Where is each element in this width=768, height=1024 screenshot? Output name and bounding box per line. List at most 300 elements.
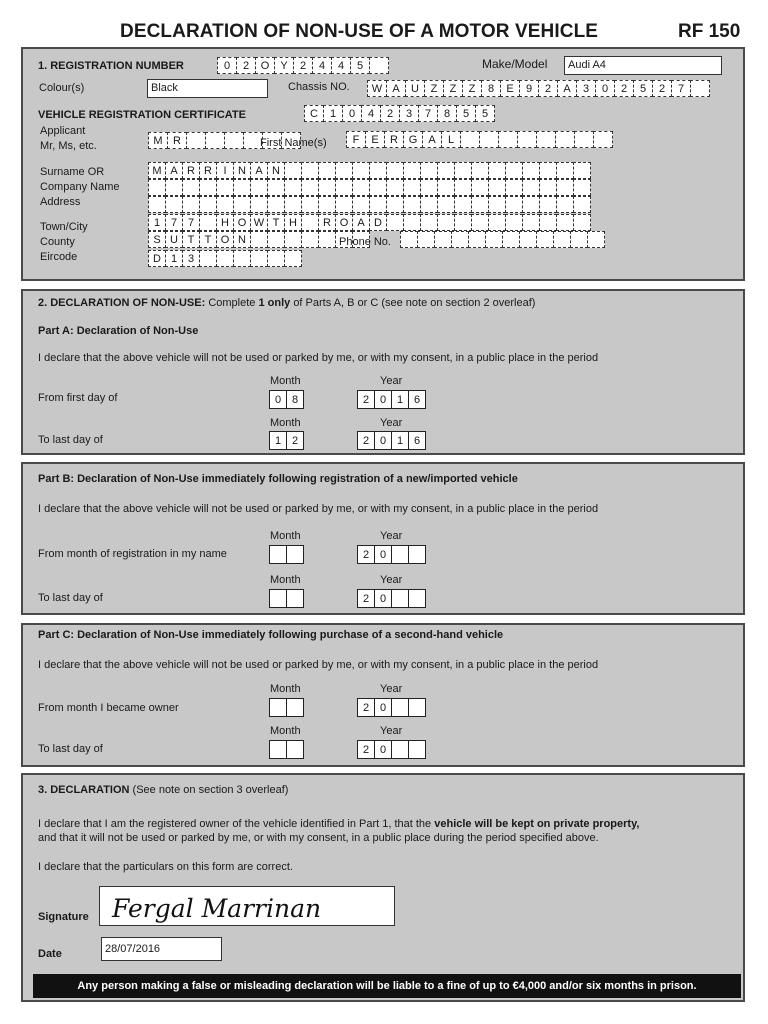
char-cell[interactable]: 2 xyxy=(538,80,558,97)
char-cell[interactable] xyxy=(454,179,472,196)
char-cell[interactable] xyxy=(165,196,183,213)
address-label: Address xyxy=(40,196,81,208)
section-3-para1-line1 xyxy=(38,818,639,830)
char-cell[interactable]: 5 xyxy=(633,80,653,97)
char-cell[interactable] xyxy=(403,162,421,179)
char-cell[interactable] xyxy=(369,179,387,196)
char-cell[interactable] xyxy=(488,162,506,179)
part-b-year-label-1: Year xyxy=(380,530,403,542)
char-cell[interactable] xyxy=(199,196,217,213)
char-cell[interactable]: 5 xyxy=(456,105,476,122)
char-cell[interactable]: 4 xyxy=(361,105,381,122)
char-cell[interactable] xyxy=(267,250,285,267)
char-cell[interactable] xyxy=(570,231,588,248)
char-cell[interactable]: A xyxy=(386,80,406,97)
char-cell[interactable]: 3 xyxy=(576,80,596,97)
char-cell[interactable] xyxy=(573,214,591,231)
char-cell[interactable] xyxy=(352,162,370,179)
section-2-heading-only: 1 only xyxy=(258,297,291,309)
char-cell[interactable]: 6 xyxy=(408,431,426,450)
phone-grid[interactable] xyxy=(400,231,604,248)
phone-label: Phone No. xyxy=(339,236,391,248)
char-cell[interactable] xyxy=(391,589,409,608)
char-cell[interactable] xyxy=(468,231,486,248)
char-cell[interactable]: 1 xyxy=(148,214,166,231)
part-b-month-label-2: Month xyxy=(270,574,301,586)
char-cell[interactable]: O xyxy=(255,57,275,74)
char-cell[interactable] xyxy=(460,131,480,148)
char-cell[interactable]: G xyxy=(403,131,423,148)
char-cell[interactable]: I xyxy=(216,162,234,179)
char-cell[interactable] xyxy=(250,179,268,196)
char-cell[interactable] xyxy=(269,740,287,759)
part-a-to-year[interactable] xyxy=(357,431,425,450)
char-cell[interactable] xyxy=(286,545,304,564)
signature-label: Signature xyxy=(38,911,89,923)
char-cell[interactable] xyxy=(471,196,489,213)
part-b-from-year[interactable] xyxy=(357,545,425,564)
char-cell[interactable] xyxy=(182,179,200,196)
section-3-heading xyxy=(38,784,288,796)
char-cell[interactable]: 1 xyxy=(391,390,409,409)
char-cell[interactable] xyxy=(318,162,336,179)
char-cell[interactable] xyxy=(403,179,421,196)
char-cell[interactable]: U xyxy=(165,231,183,248)
char-cell[interactable] xyxy=(539,162,557,179)
part-a-from-month[interactable] xyxy=(269,390,303,409)
char-cell[interactable]: O xyxy=(335,214,353,231)
char-cell[interactable] xyxy=(284,162,302,179)
part-a-to-label: To last day of xyxy=(38,434,103,446)
char-cell[interactable] xyxy=(165,179,183,196)
part-c-month-label-2: Month xyxy=(270,725,301,737)
section-3-para1-line2: and that it will not be used or parked by me, or with my consent, in a public place during the period specified above. xyxy=(38,832,599,844)
char-cell[interactable]: W xyxy=(250,214,268,231)
char-cell[interactable]: A xyxy=(165,162,183,179)
char-cell[interactable] xyxy=(286,589,304,608)
part-c-month-label-1: Month xyxy=(270,683,301,695)
char-cell[interactable]: 2 xyxy=(357,589,375,608)
part-a-from-year[interactable] xyxy=(357,390,425,409)
char-cell[interactable] xyxy=(485,231,503,248)
char-cell[interactable] xyxy=(536,231,554,248)
char-cell[interactable]: N xyxy=(267,162,285,179)
char-cell[interactable] xyxy=(148,179,166,196)
char-cell[interactable]: 2 xyxy=(357,431,375,450)
char-cell[interactable] xyxy=(505,214,523,231)
char-cell[interactable] xyxy=(284,231,302,248)
address-row-1-grid[interactable] xyxy=(148,179,590,196)
part-c-to-label: To last day of xyxy=(38,743,103,755)
char-cell[interactable] xyxy=(369,196,387,213)
section-3-heading-note: (See note on section 3 overleaf) xyxy=(132,784,289,796)
part-c-to-year[interactable] xyxy=(357,740,425,759)
char-cell[interactable] xyxy=(437,214,455,231)
char-cell[interactable]: C xyxy=(304,105,324,122)
char-cell[interactable] xyxy=(573,179,591,196)
signature-field[interactable] xyxy=(99,886,395,926)
address-row-2-grid[interactable] xyxy=(148,196,590,213)
char-cell[interactable] xyxy=(556,179,574,196)
char-cell[interactable] xyxy=(267,179,285,196)
make-model-label: Make/Model xyxy=(482,57,548,71)
date-field[interactable]: 28/07/2016 xyxy=(101,937,222,961)
char-cell[interactable] xyxy=(301,162,319,179)
char-cell[interactable] xyxy=(391,698,409,717)
char-cell[interactable]: 7 xyxy=(182,214,200,231)
char-cell[interactable]: 2 xyxy=(614,80,634,97)
char-cell[interactable] xyxy=(574,131,594,148)
char-cell[interactable] xyxy=(437,196,455,213)
registration-number-grid[interactable] xyxy=(217,57,388,74)
char-cell[interactable] xyxy=(471,162,489,179)
char-cell[interactable]: 7 xyxy=(418,105,438,122)
char-cell[interactable] xyxy=(391,545,409,564)
form-title: DECLARATION OF NON-USE OF A MOTOR VEHICLE xyxy=(120,21,599,42)
part-a-year-label-2: Year xyxy=(380,417,403,429)
section-2-heading-text-1: Complete xyxy=(208,297,256,309)
char-cell[interactable]: 4 xyxy=(312,57,332,74)
part-c-from-month[interactable] xyxy=(269,698,303,717)
char-cell[interactable] xyxy=(250,250,268,267)
char-cell[interactable]: 4 xyxy=(331,57,351,74)
char-cell[interactable] xyxy=(488,214,506,231)
section-3-para1-text: I declare that I am the registered owner of the vehicle identified in Part 1, that the xyxy=(38,818,432,830)
char-cell[interactable] xyxy=(335,162,353,179)
char-cell[interactable] xyxy=(505,196,523,213)
surname-grid[interactable] xyxy=(148,162,590,179)
char-cell[interactable]: 0 xyxy=(374,740,392,759)
char-cell[interactable] xyxy=(386,214,404,231)
char-cell[interactable] xyxy=(408,589,426,608)
char-cell[interactable] xyxy=(522,162,540,179)
char-cell[interactable]: 3 xyxy=(182,250,200,267)
char-cell[interactable] xyxy=(386,179,404,196)
char-cell[interactable]: A xyxy=(250,162,268,179)
char-cell[interactable]: 2 xyxy=(236,57,256,74)
char-cell[interactable]: 1 xyxy=(391,431,409,450)
char-cell[interactable] xyxy=(335,179,353,196)
char-cell[interactable]: D xyxy=(369,214,387,231)
char-cell[interactable]: R xyxy=(384,131,404,148)
make-model-field[interactable]: Audi A4 xyxy=(564,56,722,75)
char-cell[interactable] xyxy=(556,162,574,179)
colour-label: Colour(s) xyxy=(39,82,85,94)
svg-text:Fergal Marrinan: Fergal Marrinan xyxy=(112,894,322,923)
char-cell[interactable] xyxy=(556,196,574,213)
date-label: Date xyxy=(38,948,62,960)
char-cell[interactable]: H xyxy=(284,214,302,231)
char-cell[interactable] xyxy=(522,196,540,213)
char-cell[interactable] xyxy=(539,179,557,196)
char-cell[interactable]: S xyxy=(148,231,166,248)
char-cell[interactable]: T xyxy=(199,231,217,248)
char-cell[interactable]: 2 xyxy=(357,545,375,564)
county-grid[interactable] xyxy=(148,231,369,248)
surname-label: Surname OR xyxy=(40,166,105,178)
char-cell[interactable] xyxy=(318,179,336,196)
char-cell[interactable]: T xyxy=(267,214,285,231)
char-cell[interactable] xyxy=(284,179,302,196)
char-cell[interactable] xyxy=(454,196,472,213)
first-name-grid[interactable] xyxy=(346,131,612,148)
town-grid[interactable] xyxy=(148,214,590,231)
char-cell[interactable]: N xyxy=(233,231,251,248)
char-cell[interactable]: 2 xyxy=(357,740,375,759)
char-cell[interactable]: 0 xyxy=(269,390,287,409)
char-cell[interactable]: 0 xyxy=(595,80,615,97)
char-cell[interactable] xyxy=(539,214,557,231)
char-cell[interactable] xyxy=(301,214,319,231)
char-cell[interactable] xyxy=(335,196,353,213)
char-cell[interactable] xyxy=(318,196,336,213)
char-cell[interactable]: 2 xyxy=(380,105,400,122)
char-cell[interactable] xyxy=(369,57,389,74)
company-name-label: Company Name xyxy=(40,181,120,193)
part-c-to-month[interactable] xyxy=(269,740,303,759)
char-cell[interactable] xyxy=(434,231,452,248)
char-cell[interactable]: 2 xyxy=(652,80,672,97)
char-cell[interactable] xyxy=(471,214,489,231)
part-b-to-label: To last day of xyxy=(38,592,103,604)
char-cell[interactable]: 0 xyxy=(374,390,392,409)
char-cell[interactable]: 0 xyxy=(374,698,392,717)
char-cell[interactable] xyxy=(505,162,523,179)
char-cell[interactable] xyxy=(250,231,268,248)
char-cell[interactable]: 1 xyxy=(165,250,183,267)
char-cell[interactable] xyxy=(408,698,426,717)
char-cell[interactable] xyxy=(454,214,472,231)
char-cell[interactable] xyxy=(403,214,421,231)
part-b-to-year[interactable] xyxy=(357,589,425,608)
char-cell[interactable]: D xyxy=(148,250,166,267)
char-cell[interactable] xyxy=(269,545,287,564)
char-cell[interactable]: 5 xyxy=(475,105,495,122)
char-cell[interactable]: 6 xyxy=(408,390,426,409)
char-cell[interactable] xyxy=(451,231,469,248)
char-cell[interactable]: 2 xyxy=(357,698,375,717)
char-cell[interactable] xyxy=(386,162,404,179)
char-cell[interactable]: F xyxy=(346,131,366,148)
char-cell[interactable] xyxy=(391,740,409,759)
char-cell[interactable]: E xyxy=(500,80,520,97)
char-cell[interactable] xyxy=(386,196,404,213)
char-cell[interactable] xyxy=(502,231,520,248)
part-b-from-month[interactable] xyxy=(269,545,303,564)
char-cell[interactable] xyxy=(408,545,426,564)
char-cell[interactable]: O xyxy=(233,214,251,231)
char-cell[interactable] xyxy=(233,196,251,213)
char-cell[interactable]: A xyxy=(422,131,442,148)
char-cell[interactable]: 2 xyxy=(357,390,375,409)
char-cell[interactable] xyxy=(199,179,217,196)
char-cell[interactable]: R xyxy=(167,132,187,149)
char-cell[interactable]: 2 xyxy=(293,57,313,74)
char-cell[interactable] xyxy=(587,231,605,248)
char-cell[interactable] xyxy=(408,740,426,759)
char-cell[interactable] xyxy=(519,231,537,248)
char-cell[interactable] xyxy=(553,231,571,248)
char-cell[interactable]: R xyxy=(318,214,336,231)
char-cell[interactable] xyxy=(573,162,591,179)
char-cell[interactable]: 8 xyxy=(437,105,457,122)
char-cell[interactable] xyxy=(352,179,370,196)
char-cell[interactable]: Z xyxy=(424,80,444,97)
char-cell[interactable] xyxy=(301,179,319,196)
char-cell[interactable]: U xyxy=(405,80,425,97)
char-cell[interactable] xyxy=(400,231,418,248)
char-cell[interactable] xyxy=(471,179,489,196)
char-cell[interactable] xyxy=(505,179,523,196)
char-cell[interactable]: M xyxy=(148,132,168,149)
char-cell[interactable] xyxy=(216,250,234,267)
part-c-declare-text: I declare that the above vehicle will not be used or parked by me, or with my consent, in a public place in the period xyxy=(38,659,599,671)
vehicle-reg-cert-grid[interactable] xyxy=(304,105,494,122)
part-a-from-label: From first day of xyxy=(38,392,118,404)
section-3-heading-bold: 3. DECLARATION xyxy=(38,784,130,796)
char-cell[interactable] xyxy=(536,131,556,148)
char-cell[interactable]: W xyxy=(367,80,387,97)
char-cell[interactable] xyxy=(690,80,710,97)
char-cell[interactable] xyxy=(488,196,506,213)
char-cell[interactable]: 7 xyxy=(165,214,183,231)
part-c-from-year[interactable] xyxy=(357,698,425,717)
char-cell[interactable] xyxy=(301,231,319,248)
char-cell[interactable] xyxy=(593,131,613,148)
char-cell[interactable]: 1 xyxy=(323,105,343,122)
section-3-para1-bold: vehicle will be kept on private property, xyxy=(434,818,640,830)
chassis-number-grid[interactable] xyxy=(367,80,709,97)
char-cell[interactable]: 8 xyxy=(481,80,501,97)
eircode-label: Eircode xyxy=(40,251,78,263)
char-cell[interactable]: 0 xyxy=(342,105,362,122)
eircode-grid[interactable] xyxy=(148,250,301,267)
char-cell[interactable]: Z xyxy=(443,80,463,97)
char-cell[interactable] xyxy=(437,179,455,196)
char-cell[interactable] xyxy=(517,131,537,148)
county-label: County xyxy=(40,236,75,248)
char-cell[interactable]: H xyxy=(216,214,234,231)
char-cell[interactable]: 2 xyxy=(286,431,304,450)
section-2-heading-text-2: of Parts A, B or C (see note on section 2 overleaf) xyxy=(293,297,536,309)
char-cell[interactable] xyxy=(301,196,319,213)
char-cell[interactable] xyxy=(286,698,304,717)
char-cell[interactable] xyxy=(420,196,438,213)
char-cell[interactable] xyxy=(488,179,506,196)
char-cell[interactable]: 0 xyxy=(217,57,237,74)
char-cell[interactable]: A xyxy=(352,214,370,231)
section-2-heading-bold: 2. DECLARATION OF NON-USE: xyxy=(38,297,206,309)
applicant-label: Applicant xyxy=(40,125,86,137)
char-cell[interactable] xyxy=(573,196,591,213)
char-cell[interactable] xyxy=(250,196,268,213)
char-cell[interactable]: E xyxy=(365,131,385,148)
part-b-month-label-1: Month xyxy=(270,530,301,542)
char-cell[interactable] xyxy=(417,231,435,248)
char-cell[interactable] xyxy=(186,132,206,149)
char-cell[interactable] xyxy=(233,179,251,196)
char-cell[interactable] xyxy=(267,196,285,213)
char-cell[interactable] xyxy=(479,131,499,148)
char-cell[interactable] xyxy=(539,196,557,213)
char-cell[interactable] xyxy=(522,214,540,231)
char-cell[interactable] xyxy=(403,196,421,213)
char-cell[interactable] xyxy=(284,196,302,213)
char-cell[interactable] xyxy=(555,131,575,148)
char-cell[interactable] xyxy=(522,179,540,196)
char-cell[interactable] xyxy=(454,162,472,179)
first-name-label: First Name(s) xyxy=(260,137,327,149)
char-cell[interactable] xyxy=(224,132,244,149)
char-cell[interactable] xyxy=(267,231,285,248)
char-cell[interactable]: 3 xyxy=(399,105,419,122)
section-2-heading xyxy=(38,297,535,309)
char-cell[interactable]: R xyxy=(199,162,217,179)
char-cell[interactable] xyxy=(199,214,217,231)
char-cell[interactable] xyxy=(233,250,251,267)
part-b-from-label: From month of registration in my name xyxy=(38,548,227,560)
char-cell[interactable]: 0 xyxy=(374,589,392,608)
char-cell[interactable] xyxy=(318,231,336,248)
char-cell[interactable] xyxy=(216,196,234,213)
char-cell[interactable]: A xyxy=(557,80,577,97)
char-cell[interactable] xyxy=(182,196,200,213)
registration-number-label: 1. REGISTRATION NUMBER xyxy=(38,60,184,72)
char-cell[interactable] xyxy=(284,250,302,267)
char-cell[interactable]: 8 xyxy=(286,390,304,409)
char-cell[interactable]: N xyxy=(233,162,251,179)
char-cell[interactable] xyxy=(269,698,287,717)
colour-field[interactable]: Black xyxy=(147,79,268,98)
char-cell[interactable] xyxy=(369,162,387,179)
char-cell[interactable]: 1 xyxy=(269,431,287,450)
char-cell[interactable] xyxy=(148,196,166,213)
char-cell[interactable]: M xyxy=(148,162,166,179)
part-a-month-label-2: Month xyxy=(270,417,301,429)
char-cell[interactable] xyxy=(352,196,370,213)
char-cell[interactable]: Z xyxy=(462,80,482,97)
char-cell[interactable]: T xyxy=(182,231,200,248)
char-cell[interactable] xyxy=(420,214,438,231)
char-cell[interactable]: 0 xyxy=(374,431,392,450)
char-cell[interactable] xyxy=(205,132,225,149)
char-cell[interactable] xyxy=(556,214,574,231)
char-cell[interactable] xyxy=(420,162,438,179)
char-cell[interactable]: 0 xyxy=(374,545,392,564)
part-b-to-month[interactable] xyxy=(269,589,303,608)
part-c-title: Part C: Declaration of Non-Use immediately following purchase of a second-hand vehicle xyxy=(38,629,504,641)
char-cell[interactable] xyxy=(437,162,455,179)
char-cell[interactable]: Y xyxy=(274,57,294,74)
char-cell[interactable] xyxy=(286,740,304,759)
char-cell[interactable] xyxy=(199,250,217,267)
applicant-title-label: Mr, Ms, etc. xyxy=(40,140,97,152)
char-cell[interactable] xyxy=(216,179,234,196)
char-cell[interactable] xyxy=(420,179,438,196)
char-cell[interactable]: R xyxy=(182,162,200,179)
part-c-from-label: From month I became owner xyxy=(38,702,179,714)
char-cell[interactable]: O xyxy=(216,231,234,248)
char-cell[interactable] xyxy=(498,131,518,148)
part-a-to-month[interactable] xyxy=(269,431,303,450)
chassis-label: Chassis NO. xyxy=(288,81,350,93)
part-a-title: Part A: Declaration of Non-Use xyxy=(38,325,199,337)
char-cell[interactable]: 7 xyxy=(671,80,691,97)
char-cell[interactable]: L xyxy=(441,131,461,148)
char-cell[interactable] xyxy=(269,589,287,608)
char-cell[interactable]: 5 xyxy=(350,57,370,74)
char-cell[interactable]: 9 xyxy=(519,80,539,97)
